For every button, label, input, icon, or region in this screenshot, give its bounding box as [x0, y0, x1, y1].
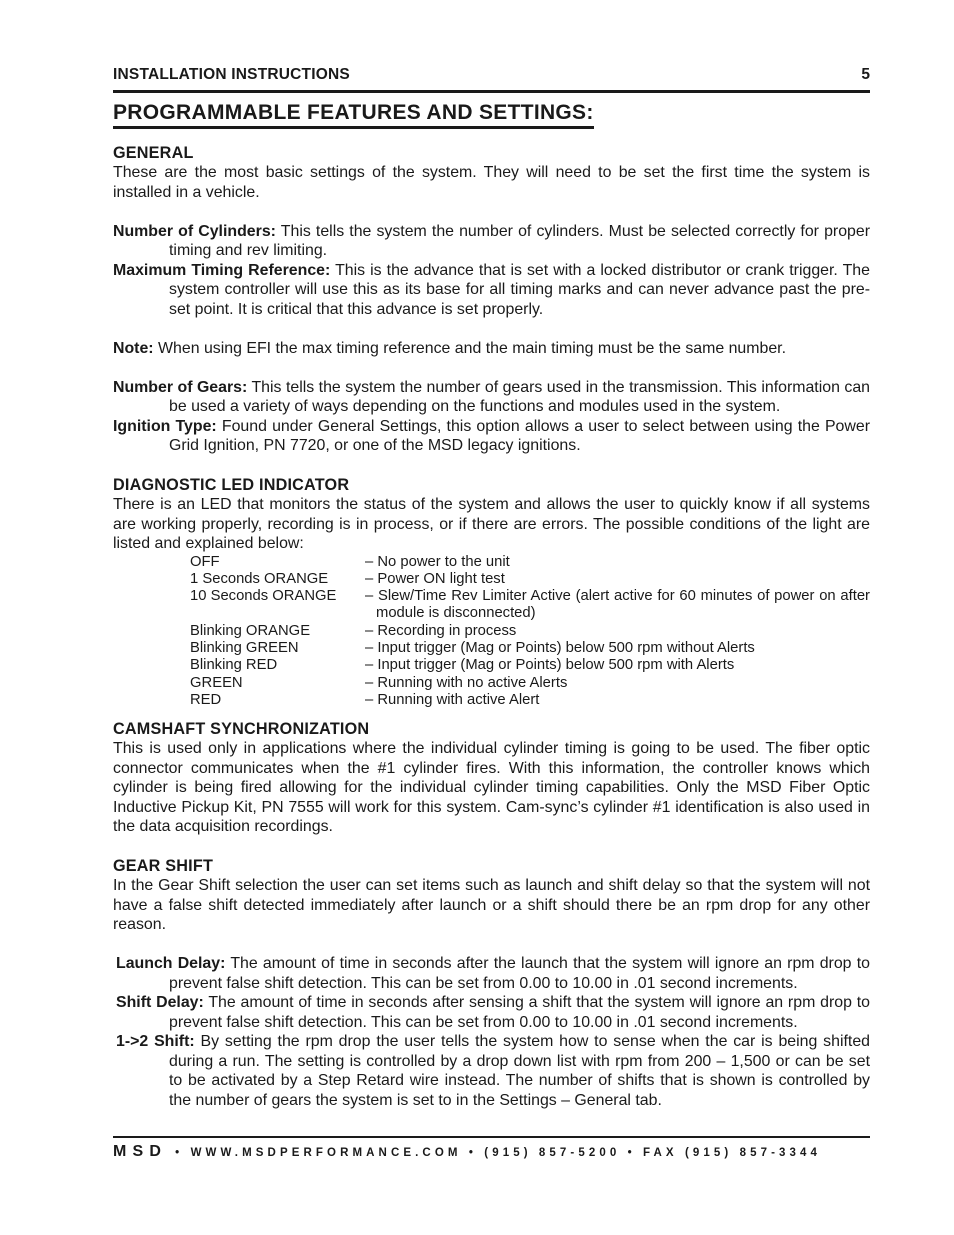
led-description: – No power to the unit [365, 553, 510, 570]
definition-item [113, 993, 870, 1032]
led-state: Blinking ORANGE [190, 622, 311, 639]
section-heading-gear-shift: GEAR SHIFT [113, 857, 214, 876]
led-description: – Recording in process [365, 622, 517, 639]
led-row [190, 640, 870, 657]
definition: The amount of time in seconds after the launch that the system will ignore an rpm drop to prevent false shift detection. This can be set from 0.00 to 10.00 in .01 second increments. [169, 955, 870, 992]
led-description: – Running with active Alert [365, 691, 540, 708]
led-description: – Running with no active Alerts [365, 674, 568, 691]
term: Ignition Type: [113, 417, 217, 435]
led-state: 1 Seconds ORANGE [190, 570, 329, 587]
definition: This is the advance that is set with a locked distributor or crank trigger. The system controller will use this as its base for all timing marks and can never advance past the pre-set point. It is critical that this advance is set properly. [169, 261, 870, 318]
footer-brand: MSD [113, 1143, 168, 1160]
page-number: 5 [861, 66, 870, 83]
definition-item [113, 378, 870, 417]
term: Shift Delay: [116, 994, 204, 1012]
footer-contact: • WWW.MSDPERFORMANCE.COM • (915) 857-5200 • FAX (915) 857-3344 [175, 1147, 822, 1159]
note-text: When using EFI the max timing reference and the main timing must be the same number. [153, 339, 787, 357]
gear-shift-intro: In the Gear Shift selection the user can set items such as launch and shift delay so that the system will not have a false shift detected immediately after launch or a shift should there be an rpm drop for any other reason. [113, 877, 870, 934]
page-title: PROGRAMMABLE FEATURES AND SETTINGS: [113, 100, 594, 129]
definition: Found under General Settings, this option allows a user to select between using the Power Grid Ignition, PN 7720, or one of the MSD legacy ignitions. [169, 417, 870, 454]
camshaft-text: This is used only in applications where the individual cylinder timing is going to be used. The fiber optic connector communicates when the #1 cylinder fires. With this information, the controller knows which cylinder is being fired allowing for the individual cylinder timing capabilities. Only the MSD Fiber Optic Inductive Pickup Kit, PN 7555 will work for this system. Cam-sync’s cylinder #1 identification is also used in the data acquisition recordings. [113, 740, 870, 836]
led-conditions-table [190, 554, 870, 710]
section-heading-general: GENERAL [113, 144, 194, 162]
led-description: – Power ON light test [365, 570, 505, 587]
definition: This tells the system the number of cylinders. Must be selected correctly for proper timing and rev limiting. [169, 222, 871, 259]
definition-item [113, 417, 870, 456]
definition: This tells the system the number of gears used in the transmission. This information can be used a variety of ways depending on the functions and modules used in the system. [169, 378, 871, 415]
led-state: RED [190, 691, 222, 708]
led-row [190, 623, 870, 640]
definition-item [113, 1032, 870, 1110]
content [113, 143, 870, 1110]
led-state: 10 Seconds ORANGE [190, 588, 337, 605]
footer-rule [113, 1136, 870, 1138]
term: Number of Gears: [113, 378, 248, 396]
term: Number of Cylinders: [113, 222, 276, 240]
header-rule [113, 90, 870, 93]
general-intro: These are the most basic settings of the system. They will need to be set the first time the system is installed in a vehicle. [113, 164, 870, 201]
diagnostic-intro: There is an LED that monitors the status of the system and allows the user to quickly know if all systems are working properly, recording is in process, or if there are errors. The possible conditions of the light are listed and explained below: [113, 496, 870, 552]
term: Maximum Timing Reference: [113, 261, 331, 279]
led-state: Blinking GREEN [190, 639, 299, 656]
led-description: – Input trigger (Mag or Points) below 500 rpm with Alerts [365, 657, 735, 674]
led-state: GREEN [190, 674, 243, 691]
led-row [190, 675, 870, 692]
definition: The amount of time in seconds after sensing a shift that the system will ignore an rpm drop to prevent false shift detection. This can be set from 0.00 to 10.00 in .01 second increments. [169, 994, 870, 1031]
definition-item [113, 261, 870, 320]
led-description: – Slew/Time Rev Limiter Active (alert active for 60 minutes of power on after module is disconnected) [365, 588, 870, 622]
definition-item [113, 954, 870, 993]
header-section-title: INSTALLATION INSTRUCTIONS [113, 66, 350, 83]
term: Launch Delay: [116, 955, 226, 973]
led-state: OFF [190, 553, 220, 570]
led-row [190, 657, 870, 674]
led-row [190, 692, 870, 709]
page-footer [113, 1143, 870, 1161]
led-row [190, 554, 870, 571]
term: 1->2 Shift: [116, 1033, 195, 1051]
note [113, 339, 870, 359]
led-state: Blinking RED [190, 657, 278, 674]
led-row [190, 588, 870, 623]
note-label: Note: [113, 339, 154, 357]
led-description: – Input trigger (Mag or Points) below 500 rpm without Alerts [365, 639, 755, 656]
section-heading-diagnostic: DIAGNOSTIC LED INDICATOR [113, 476, 350, 494]
section-heading-camshaft: CAMSHAFT SYNCHRONIZATION [113, 720, 370, 739]
running-header [113, 66, 870, 88]
led-row [190, 571, 870, 588]
definition-item [113, 222, 870, 261]
definition: By setting the rpm drop the user tells the system how to sense when the car is being shifted during a run. The setting is controlled by a drop down list with rpm from 200 – 1,500 or can be set to be activated by a Step Retard wire instead. The number of shifts that is shown is controlled by the number of gears the system is set to in the Settings – General tab. [169, 1033, 870, 1109]
